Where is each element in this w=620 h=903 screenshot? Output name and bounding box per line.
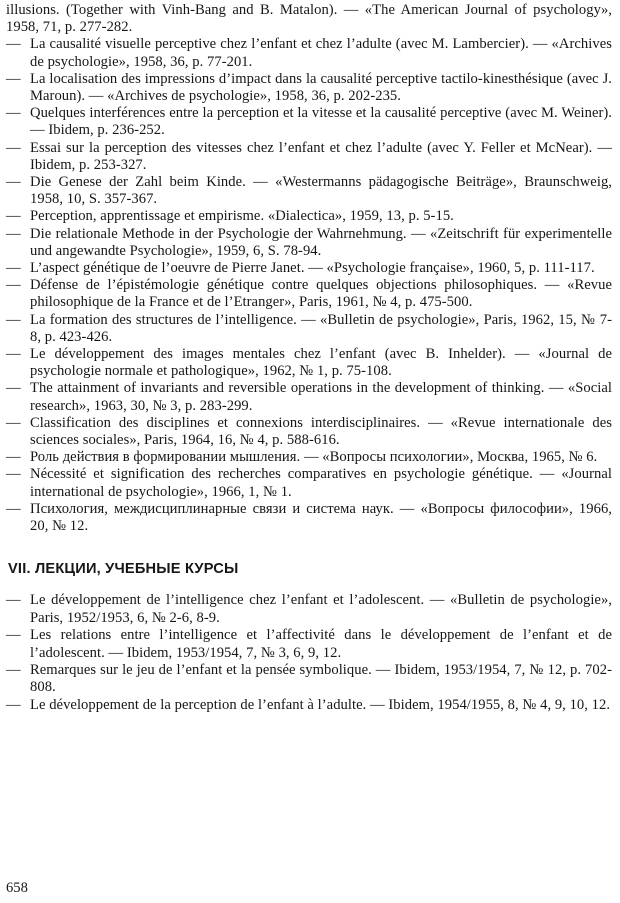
entry-text: La localisation des impressions d’impact dans la causalité perceptive tactilo-kinesthésique (avec J. Maroun). — «Archives de psychologie», 1958, 36, p. 202-235. <box>30 70 612 105</box>
section-heading: VII. ЛЕКЦИИ, УЧЕБНЫЕ КУРСЫ <box>8 561 239 578</box>
entry-text: Le développement de l’intelligence chez l’enfant et l’adolescent. — «Bulletin de psychologie», Paris, 1952/1953, 6, № 2-6, 8-9. <box>30 592 612 626</box>
entry-text: Психология, междисциплинарные связи и система наук. — «Вопросы философии», 1966, 20, № 12. <box>30 500 612 535</box>
entry-text: Défense de l’épistémologie génétique contre quelques objections philosophiques. — «Revue philosophique de la France et de l’Etranger», Paris, 1961, № 4, p. 475-500. <box>30 277 612 311</box>
page-number: 658 <box>6 880 28 896</box>
bibliography-entry <box>6 415 612 449</box>
entry-text: Die relationale Methode in der Psychologie der Wahrnehmung. — «Zeitschrift für experimentelle und angewandte Psychologie», 1959, 6, S. 78-94. <box>30 225 612 259</box>
entry-dash: — <box>6 380 21 397</box>
entry-dash: — <box>6 696 21 713</box>
bibliography-entry <box>6 226 612 260</box>
entry-text: Die Genese der Zahl beim Kinde. — «Westermanns pädagogische Beiträge», Braunschweig, 1958, 10, S. 357-367. <box>30 174 612 208</box>
entry-dash: — <box>6 260 21 277</box>
entry-dash: — <box>6 277 21 294</box>
bibliography-entry <box>6 36 612 70</box>
entry-dash: — <box>6 414 21 431</box>
entry-text: Perception, apprentissage et empirisme. «Dialectica», 1959, 13, p. 5-15. <box>30 208 454 225</box>
entry-dash: — <box>6 225 21 242</box>
entry-dash: — <box>6 661 21 678</box>
entry-text: Le développement des images mentales chez l’enfant (avec B. Inhelder). — «Journal de psychologie normale et pathologique», 1962, № 1, p. 75-108. <box>30 346 612 380</box>
entry-dash: — <box>6 592 21 609</box>
entry-dash: — <box>6 36 21 53</box>
bibliography-entry <box>6 466 612 500</box>
entry-text: Classification des disciplines et connexions interdisciplinaires. — «Revue internationale des sciences sociales», Paris, 1964, 16, № 4, p. 588-616. <box>30 414 612 449</box>
entry-dash: — <box>6 449 21 466</box>
bibliography-entry <box>6 277 612 311</box>
entry-text: Le développement de la perception de l’enfant à l’adulte. — Ibidem, 1954/1955, 8, № 4, 9, 10, 12. <box>30 696 611 713</box>
bibliography-entry <box>6 449 612 466</box>
entry-dash: — <box>6 466 21 483</box>
entry-text: Nécessité et signification des recherches comparatives en psychologie génétique. — «Journal international de psychologie», 1966, 1, № 1. <box>30 466 612 500</box>
entry-text: Les relations entre l’intelligence et l’affectivité dans le développement de l’enfant et de l’adolescent. — Ibidem, 1953/1954, 7, № 3, 6, 9, 12. <box>30 627 612 661</box>
entry-dash: — <box>6 208 21 225</box>
entry-text: La causalité visuelle perceptive chez l’enfant et chez l’adulte (avec M. Lambercier). — «Archives de psychologie», 1958, 36, p. 77-201. <box>30 36 612 70</box>
bibliography-entry <box>6 71 612 105</box>
entry-dash: — <box>6 139 21 156</box>
bibliography-entry <box>6 501 612 535</box>
bibliography-entry <box>6 380 612 414</box>
lecture-entry <box>6 592 612 627</box>
entry-text: Роль действия в формировании мышления. — «Вопросы психологии», Москва, 1965, № 6. <box>30 449 598 466</box>
bibliography-entry <box>6 208 612 225</box>
bibliography-entry <box>6 260 612 277</box>
lecture-entry <box>6 697 612 714</box>
entry-text: Essai sur la perception des vitesses chez l’enfant et chez l’adulte (avec Y. Feller et McNear). — Ibidem, p. 253-327. <box>30 139 612 173</box>
entry-dash: — <box>6 500 21 517</box>
entry-text: L’aspect génétique de l’oeuvre de Pierre Janet. — «Psychologie française», 1960, 5, p. 111-117. <box>30 260 595 277</box>
bibliography-entry <box>6 312 612 346</box>
entry-dash: — <box>6 311 21 328</box>
entry-text: Remarques sur le jeu de l’enfant et la pensée symbolique. — Ibidem, 1953/1954, 7, № 12, p. 702-808. <box>30 661 612 696</box>
entry-text: Quelques interférences entre la perception et la vitesse et la causalité perceptive (avec M. Weiner). — Ibidem, p. 236-252. <box>30 105 612 139</box>
bibliography-entry <box>6 346 612 380</box>
bibliography-entry <box>6 140 612 174</box>
entry-dash: — <box>6 70 21 87</box>
entry-text: The attainment of invariants and reversible operations in the development of thinking. — «Social research», 1963, 30, № 3, p. 283-299. <box>30 380 612 414</box>
lecture-entry <box>6 627 612 662</box>
lecture-entry <box>6 662 612 697</box>
entry-dash: — <box>6 346 21 363</box>
lectures-list <box>6 592 612 714</box>
bibliography-entry <box>6 174 612 208</box>
entry-dash: — <box>6 627 21 644</box>
bibliography-entry <box>6 105 612 139</box>
entry-text: La formation des structures de l’intelligence. — «Bulletin de psychologie», Paris, 1962, 15, № 7-8, p. 423-426. <box>30 311 612 345</box>
entry-dash: — <box>6 174 21 191</box>
entry-dash: — <box>6 105 21 122</box>
bibliography-list <box>6 36 612 535</box>
continued-entry: illusions. (Together with Vinh-Bang and B. Matalon). — «The American Journal of psychology», 1958, 71, p. 277-282. <box>6 2 612 36</box>
